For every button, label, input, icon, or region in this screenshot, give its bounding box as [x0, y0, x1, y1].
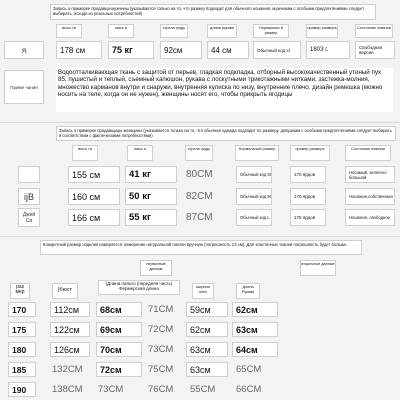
- female-height: 160 см: [68, 188, 120, 205]
- male-value-fit: Свободная версия: [355, 41, 395, 59]
- size-top-header-primary: первичные данные: [140, 260, 172, 276]
- male-header-chest: стрела грудь: [160, 24, 188, 38]
- female-row-label: ijB: [18, 188, 40, 205]
- female-chest: 82СМ: [186, 191, 213, 202]
- female-size: Обычный код L: [236, 209, 272, 226]
- farm-length-value: 75СМ: [148, 364, 174, 375]
- size-note: Конкретный размер изделия измеряется: измерение натуральной плитки вручную (погрешность 1З см). Для эластичных тканей погрешность будет больше.: [40, 240, 362, 255]
- size-top-header-secondary: вторичные данные: [300, 260, 336, 276]
- female-header-weight: масс а: [127, 145, 153, 161]
- shoulder-value: 55СМ: [190, 384, 216, 395]
- female-header-chest: стрела грудь: [185, 145, 213, 161]
- shoulder-value: 62см: [186, 322, 228, 337]
- female-height: 155 см: [68, 166, 120, 183]
- female-header-height: высо та: [72, 145, 98, 161]
- female-height: 166 см: [68, 209, 120, 226]
- female-note: Запись о примерке продавщицы-женщины (указывается только на то, что обычная одежда подходит по размеру, девушкам с особыми предпочтениями следует выбирать в соответствии с фактическими потребностями): [56, 126, 396, 141]
- female-fit: Ношение, свободное: [345, 209, 395, 226]
- female-size: Обычный код M: [236, 188, 272, 205]
- coat-length-value: 68см: [96, 302, 142, 317]
- bust-value: 112см: [50, 302, 90, 317]
- shoulder-value: 63см: [186, 362, 228, 377]
- bust-value: 132СМ: [52, 364, 83, 375]
- male-header-sleeve: длина рукава: [207, 24, 237, 38]
- female-row-label: [18, 166, 40, 183]
- female-size: Обычный код M: [236, 166, 272, 183]
- male-header-height: высо та: [56, 24, 82, 38]
- female-example: 175 ярдов: [290, 209, 326, 226]
- female-header-normal-size: Нормальный размер: [235, 145, 279, 161]
- farm-length-value: 71СМ: [148, 304, 174, 315]
- sleeve-value: 64см: [232, 342, 278, 357]
- female-chest: 80СМ: [186, 169, 213, 180]
- male-row-label: я: [4, 41, 44, 59]
- sleeve-value: 63см: [232, 322, 278, 337]
- female-fit: Ношение,собственная: [345, 188, 395, 205]
- female-fit: Носимый, зеленого большой: [345, 166, 395, 183]
- coat-length-value: 72см: [96, 362, 142, 377]
- size-header-sleeve: Длина Рукава: [236, 283, 260, 299]
- female-example: 170 ярдов: [290, 166, 326, 183]
- size-header-size: раз мер: [10, 283, 30, 299]
- female-weight: 55 кг: [125, 209, 177, 226]
- farm-length-value: 73СМ: [148, 344, 174, 355]
- male-value-weight: 75 кг: [108, 41, 154, 59]
- male-value-example-size: 180З г.: [306, 41, 350, 59]
- farm-length-value: 72СМ: [148, 324, 174, 335]
- female-header-fit: Состояние повязки: [345, 145, 391, 161]
- coat-length-value: 73СМ: [98, 384, 124, 395]
- bust-value: 126см: [50, 342, 90, 357]
- bust-value: 122см: [50, 322, 90, 337]
- shoulder-value: 59см: [186, 302, 228, 317]
- male-value-normal-size: Обычный код xl: [253, 41, 301, 59]
- male-features-text: Водоотталкивающая ткань с защитой от перьев, гладкая подкладка, отборный высококачественный утиный пух 85, пушистый и теплый, съемный капюшон, рукава с лоскутными трикотажными нитками, застежка-молния, множество карманов внутри и снаружи, внутренняя кулиска по низу, внутренние плечо. дизайн ремешка (можно носить на теле, когда он не нужен), женщины носят его, чтобы прикрыть ягодицы: [56, 68, 393, 112]
- bust-value: 138СМ: [52, 384, 83, 395]
- farm-length-value: 76СМ: [148, 384, 174, 395]
- female-header-example-size: пример размера: [290, 145, 330, 161]
- male-note: Запись о примерке продавца-мужчины (указывается только на то, что размер подходит для обычного ношения, мужчинам с особыми предпочтениями следует выбирать, исходя из реальных потребностей): [50, 4, 376, 20]
- coat-length-value: 70см: [96, 342, 142, 357]
- male-header-normal-size: Нормальны й размер: [253, 24, 289, 38]
- female-chest: 87СМ: [186, 212, 213, 223]
- female-example: 170 ярдов: [290, 188, 326, 205]
- male-features-label: Приме чания: [4, 70, 44, 104]
- male-header-weight: масс а: [108, 24, 134, 38]
- male-header-fit: Состояние повязки: [355, 24, 393, 38]
- male-value-chest: 92см: [160, 41, 202, 59]
- size-header-length: (Длина пальто (передняя часть) Фермерская длина: [98, 280, 180, 295]
- size-header-bust: |бюст: [52, 283, 78, 299]
- female-weight: 41 кг: [125, 166, 177, 183]
- shoulder-value: 63см: [186, 342, 228, 357]
- sleeve-value: 62см: [232, 302, 278, 317]
- sleeve-value: 66СМ: [236, 384, 262, 395]
- coat-length-value: 69см: [96, 322, 142, 337]
- female-row-label: Джей Си: [18, 208, 40, 227]
- female-weight: 50 кг: [125, 188, 177, 205]
- sleeve-value: 65СМ: [236, 364, 262, 375]
- size-value: 190: [8, 382, 36, 397]
- male-header-example-size: пример размера: [306, 24, 338, 38]
- size-value: 180: [8, 342, 36, 357]
- size-value: 170: [8, 302, 36, 317]
- male-value-sleeve: 44 см: [207, 41, 249, 59]
- size-header-shoulder: ширина плеч: [192, 283, 214, 299]
- male-value-height: 178 см: [56, 41, 102, 59]
- size-value: 185: [8, 362, 36, 377]
- size-value: 175: [8, 322, 36, 337]
